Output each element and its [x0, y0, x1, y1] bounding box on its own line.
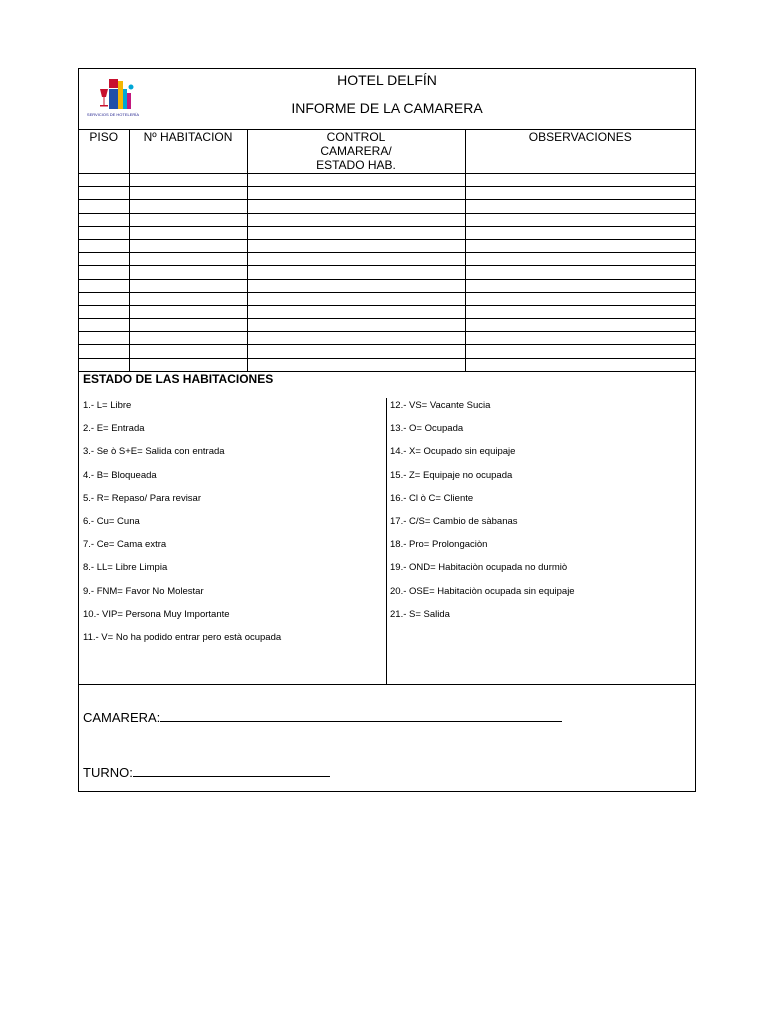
- turno-label: TURNO:: [83, 765, 133, 780]
- status-legend-item: 12.- VS= Vacante Sucia: [390, 400, 491, 411]
- table-row: [79, 319, 695, 332]
- status-legend-item: 16.- Cl ò C= Cliente: [390, 492, 474, 504]
- status-legend-item: 11.- V= No ha podido entrar pero està ocupada: [83, 631, 282, 643]
- hotel-name: HOTEL DELFÍN: [337, 72, 437, 88]
- legend-divider: [386, 398, 387, 684]
- table-row: [79, 292, 695, 305]
- table-row: [79, 279, 695, 292]
- room-status-legend: [79, 370, 695, 685]
- cell-piso[interactable]: [79, 253, 129, 266]
- cell-piso[interactable]: [79, 174, 129, 187]
- cell-control[interactable]: [247, 319, 465, 332]
- table-row: [79, 213, 695, 226]
- status-legend-item: 21.- S= Salida: [390, 608, 450, 620]
- cell-piso[interactable]: [79, 279, 129, 292]
- status-legend-item: 18.- Pro= Prolongaciòn: [390, 539, 488, 551]
- status-legend-item: 2.- E= Entrada: [83, 423, 145, 435]
- report-title: INFORME DE LA CAMARERA: [291, 100, 483, 116]
- column-header-control-camarera: [247, 129, 465, 174]
- status-legend-item: 15.- Z= Equipaje no ocupada: [390, 469, 513, 481]
- table-row: [79, 305, 695, 318]
- cell-observaciones[interactable]: [465, 305, 695, 318]
- cell-observaciones[interactable]: [465, 200, 695, 213]
- status-legend-item: 5.- R= Repaso/ Para revisar: [83, 492, 202, 504]
- status-legend-item: 7.- Ce= Cama extra: [83, 539, 167, 551]
- cell-habitacion[interactable]: [129, 226, 247, 239]
- table-row: [79, 345, 695, 358]
- cell-piso[interactable]: [79, 187, 129, 200]
- cell-control[interactable]: [247, 213, 465, 226]
- cell-observaciones[interactable]: [465, 279, 695, 292]
- status-legend-item: 13.- O= Ocupada: [390, 423, 464, 435]
- status-legend-item: 19.- OND= Habitaciòn ocupada no durmiò: [390, 562, 568, 574]
- cell-piso[interactable]: [79, 319, 129, 332]
- cell-control[interactable]: [247, 174, 465, 187]
- status-list-left: [83, 400, 281, 655]
- cell-observaciones[interactable]: [465, 332, 695, 345]
- cell-piso[interactable]: [79, 226, 129, 239]
- camarera-label: CAMARERA:: [83, 710, 161, 725]
- table-body: [79, 174, 695, 372]
- cell-piso[interactable]: [79, 239, 129, 252]
- cell-habitacion[interactable]: [129, 319, 247, 332]
- table-row: [79, 226, 695, 239]
- cell-control[interactable]: [247, 200, 465, 213]
- cell-habitacion[interactable]: [129, 187, 247, 200]
- report-header: [79, 69, 695, 130]
- cell-habitacion[interactable]: [129, 174, 247, 187]
- cell-habitacion[interactable]: [129, 200, 247, 213]
- status-legend-item: 4.- B= Bloqueada: [83, 469, 157, 481]
- cell-piso[interactable]: [79, 213, 129, 226]
- logo-caption: SERVICIOS DE HOTELERÍA: [86, 112, 140, 117]
- cell-piso[interactable]: [79, 332, 129, 345]
- table-row: [79, 266, 695, 279]
- signature-section: [79, 684, 695, 791]
- cell-habitacion[interactable]: [129, 266, 247, 279]
- cell-habitacion[interactable]: [129, 239, 247, 252]
- cell-piso[interactable]: [79, 266, 129, 279]
- cell-habitacion[interactable]: [129, 253, 247, 266]
- status-legend-item: 3.- Se ò S+E= Salida con entrada: [83, 446, 225, 458]
- table-row: [79, 239, 695, 252]
- cell-control[interactable]: [247, 266, 465, 279]
- room-control-table: [79, 129, 695, 372]
- cell-habitacion[interactable]: [129, 305, 247, 318]
- column-header-habitacion: Nº HABITACION: [129, 129, 247, 174]
- cell-observaciones[interactable]: [465, 319, 695, 332]
- housekeeping-report-form: [78, 68, 696, 792]
- status-legend-item: 1.- L= Libre: [83, 400, 132, 411]
- cell-control[interactable]: [247, 239, 465, 252]
- cell-control[interactable]: [247, 253, 465, 266]
- camarera-field[interactable]: [160, 709, 562, 722]
- turno-line: [83, 764, 330, 780]
- table-row: [79, 200, 695, 213]
- cell-control[interactable]: [247, 305, 465, 318]
- table-header-row: [79, 129, 695, 174]
- cell-control[interactable]: [247, 292, 465, 305]
- cell-observaciones[interactable]: [465, 292, 695, 305]
- table-row: [79, 332, 695, 345]
- cell-observaciones[interactable]: [465, 266, 695, 279]
- status-legend-item: 14.- X= Ocupado sin equipaje: [390, 446, 516, 458]
- column-header-observaciones: OBSERVACIONES: [465, 129, 695, 174]
- camarera-line: [83, 709, 562, 725]
- status-list-right: [390, 400, 575, 632]
- cell-piso[interactable]: [79, 292, 129, 305]
- cell-observaciones[interactable]: [465, 213, 695, 226]
- cell-habitacion[interactable]: [129, 213, 247, 226]
- table-row: [79, 253, 695, 266]
- column-header-piso: PISO: [79, 129, 129, 174]
- cell-observaciones[interactable]: [465, 253, 695, 266]
- cell-habitacion[interactable]: [129, 279, 247, 292]
- status-legend-item: 20.- OSE= Habitaciòn ocupada sin equipaje: [390, 585, 575, 597]
- cell-habitacion[interactable]: [129, 345, 247, 358]
- cell-observaciones[interactable]: [465, 174, 695, 187]
- column-header-control-label: CONTROL CAMARERA/ ESTADO HAB.: [316, 130, 396, 172]
- cell-observaciones[interactable]: [465, 345, 695, 358]
- cell-piso[interactable]: [79, 305, 129, 318]
- cell-habitacion[interactable]: [129, 292, 247, 305]
- cell-control[interactable]: [247, 332, 465, 345]
- table-row: [79, 174, 695, 187]
- status-legend-title: ESTADO DE LAS HABITACIONES: [83, 372, 274, 386]
- table-row: [79, 187, 695, 200]
- cell-control[interactable]: [247, 226, 465, 239]
- status-legend-item: 6.- Cu= Cuna: [83, 515, 140, 527]
- cell-piso[interactable]: [79, 345, 129, 358]
- cell-piso[interactable]: [79, 200, 129, 213]
- cell-control[interactable]: [247, 345, 465, 358]
- status-legend-item: 8.- LL= Libre Limpia: [83, 562, 168, 574]
- cell-control[interactable]: [247, 279, 465, 292]
- status-legend-item: 9.- FNM= Favor No Molestar: [83, 585, 204, 597]
- cell-observaciones[interactable]: [465, 226, 695, 239]
- turno-field[interactable]: [133, 764, 330, 777]
- status-legend-item: 17.- C/S= Cambio de sàbanas: [390, 515, 518, 527]
- status-legend-item: 10.- VIP= Persona Muy Importante: [83, 608, 230, 620]
- cell-habitacion[interactable]: [129, 332, 247, 345]
- cell-observaciones[interactable]: [465, 239, 695, 252]
- cell-control[interactable]: [247, 187, 465, 200]
- cell-observaciones[interactable]: [465, 187, 695, 200]
